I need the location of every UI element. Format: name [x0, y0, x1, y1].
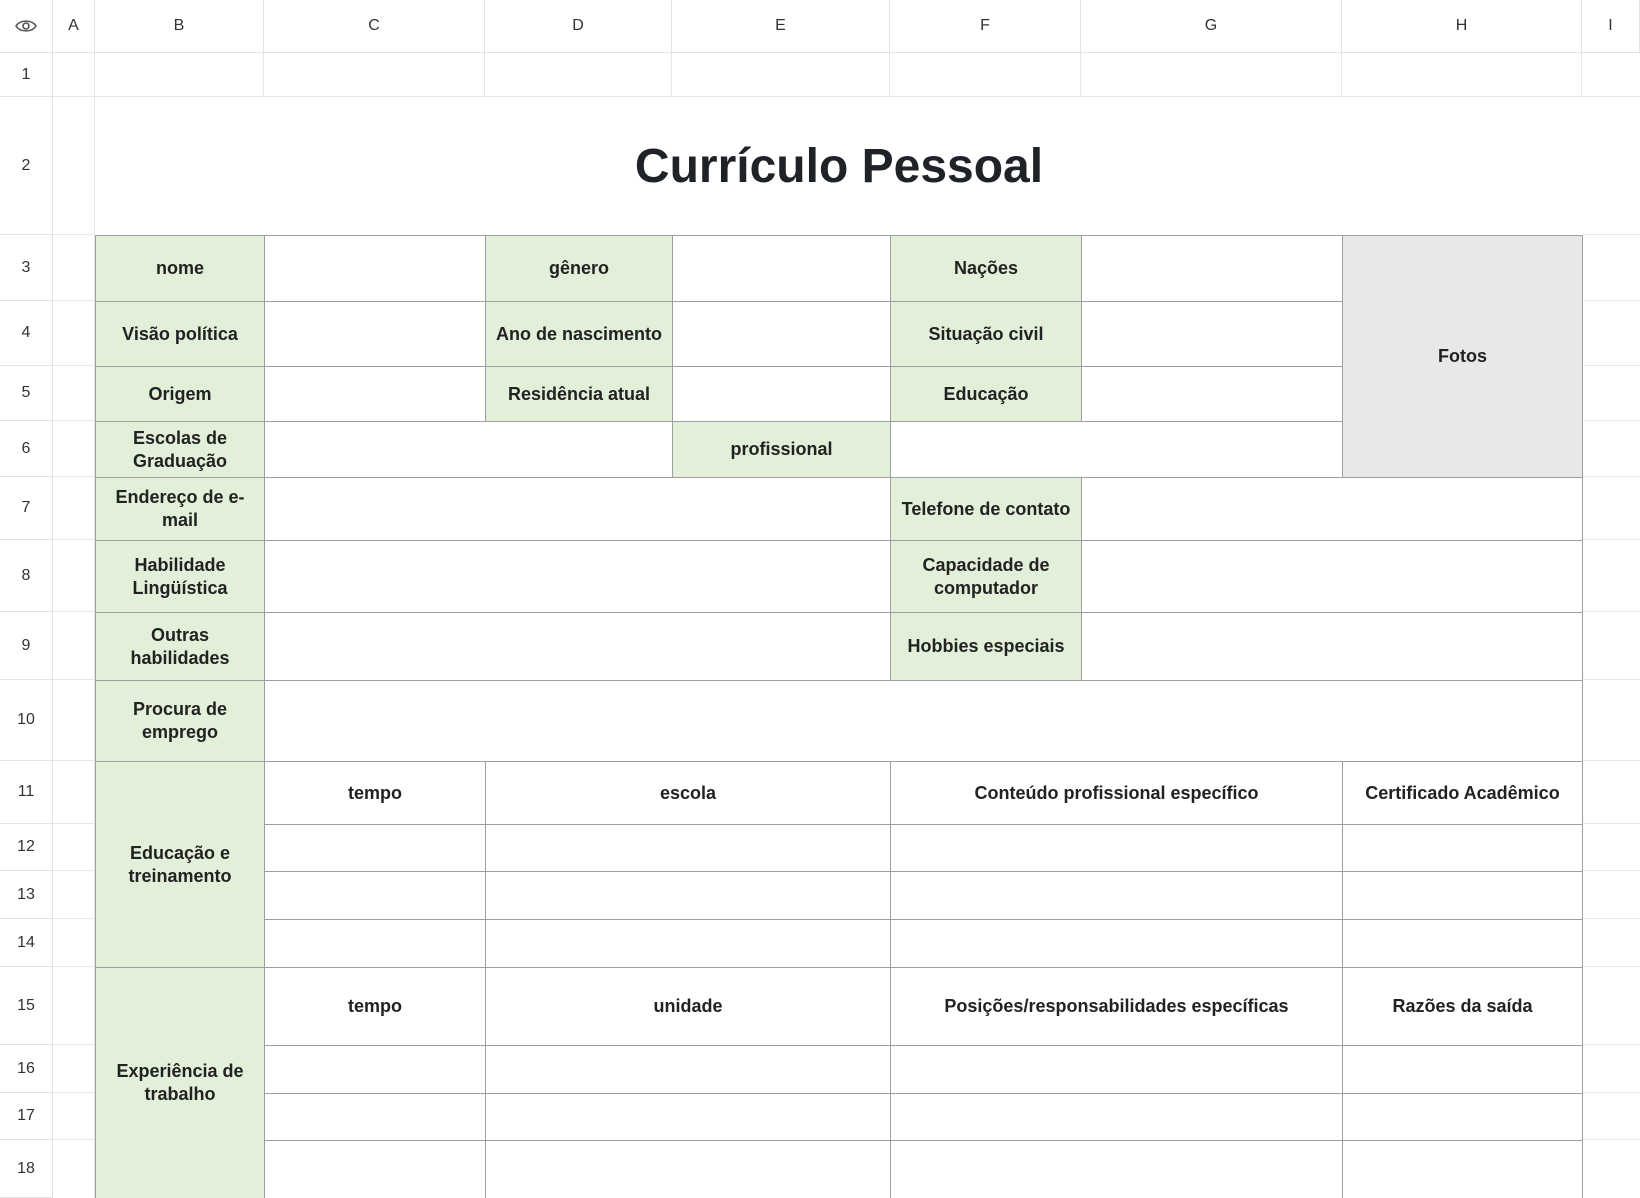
work-entry-cell[interactable]	[1342, 1140, 1583, 1198]
label-habilidade-linguistica[interactable]: Habilidade Lingüística	[95, 540, 265, 613]
label-outras-habilidades[interactable]: Outras habilidades	[95, 612, 265, 681]
input-nome[interactable]	[264, 235, 486, 302]
label-nacoes[interactable]: Nações	[890, 235, 1082, 302]
edu-header-certificado[interactable]: Certificado Acadêmico	[1342, 761, 1583, 825]
label-visao-politica[interactable]: Visão política	[95, 301, 265, 367]
column-header-e[interactable]: E	[672, 0, 890, 53]
edu-entry-cell[interactable]	[890, 824, 1343, 872]
input-origem[interactable]	[264, 366, 486, 422]
photo-placeholder[interactable]: Fotos	[1342, 235, 1583, 478]
edu-entry-cell[interactable]	[1342, 824, 1583, 872]
label-genero[interactable]: gênero	[485, 235, 673, 302]
edu-header-conteudo[interactable]: Conteúdo profissional específico	[890, 761, 1343, 825]
work-entry-cell[interactable]	[890, 1045, 1343, 1094]
eye-icon[interactable]	[15, 19, 37, 33]
edu-entry-cell[interactable]	[485, 919, 891, 968]
column-header-b[interactable]: B	[95, 0, 264, 53]
input-profissional[interactable]	[890, 421, 1343, 478]
row-header-14[interactable]: 14	[0, 919, 53, 967]
input-outras-habilidades[interactable]	[264, 612, 891, 681]
row-header-17[interactable]: 17	[0, 1093, 53, 1140]
edu-entry-cell[interactable]	[1342, 871, 1583, 920]
row-header-10[interactable]: 10	[0, 680, 53, 761]
input-residencia-atual[interactable]	[672, 366, 891, 422]
row-header-18[interactable]: 18	[0, 1140, 53, 1198]
column-header-i[interactable]: I	[1582, 0, 1640, 53]
label-experiencia-trabalho[interactable]: Experiência de trabalho	[95, 967, 265, 1198]
work-header-razoes[interactable]: Razões da saída	[1342, 967, 1583, 1046]
work-header-tempo[interactable]: tempo	[264, 967, 486, 1046]
input-escolas-graduacao[interactable]	[264, 421, 673, 478]
label-nome[interactable]: nome	[95, 235, 265, 302]
input-capacidade-computador[interactable]	[1081, 540, 1583, 613]
label-residencia-atual[interactable]: Residência atual	[485, 366, 673, 422]
label-educacao-treinamento[interactable]: Educação e treinamento	[95, 761, 265, 968]
input-email[interactable]	[264, 477, 891, 541]
input-hobbies[interactable]	[1081, 612, 1583, 681]
row-header-13[interactable]: 13	[0, 871, 53, 919]
label-capacidade-computador[interactable]: Capacidade de computador	[890, 540, 1082, 613]
input-situacao-civil[interactable]	[1081, 301, 1343, 367]
work-entry-cell[interactable]	[485, 1093, 891, 1141]
input-visao-politica[interactable]	[264, 301, 486, 367]
row-header-11[interactable]: 11	[0, 761, 53, 824]
work-header-unidade[interactable]: unidade	[485, 967, 891, 1046]
work-entry-cell[interactable]	[1342, 1093, 1583, 1141]
column-header-a[interactable]: A	[53, 0, 95, 53]
row-header-5[interactable]: 5	[0, 366, 53, 421]
column-header-d[interactable]: D	[485, 0, 672, 53]
edu-entry-cell[interactable]	[1342, 919, 1583, 968]
page-title: Currículo Pessoal	[95, 97, 1583, 236]
input-telefone[interactable]	[1081, 477, 1583, 541]
edu-entry-cell[interactable]	[264, 871, 486, 920]
edu-entry-cell[interactable]	[264, 824, 486, 872]
row-header-8[interactable]: 8	[0, 540, 53, 612]
label-procura-emprego[interactable]: Procura de emprego	[95, 680, 265, 762]
row-header-1[interactable]: 1	[0, 53, 53, 97]
row-header-16[interactable]: 16	[0, 1045, 53, 1093]
column-header-c[interactable]: C	[264, 0, 485, 53]
column-header-f[interactable]: F	[890, 0, 1081, 53]
column-header-g[interactable]: G	[1081, 0, 1342, 53]
input-genero[interactable]	[672, 235, 891, 302]
work-entry-cell[interactable]	[264, 1093, 486, 1141]
work-entry-cell[interactable]	[485, 1045, 891, 1094]
work-header-posicoes[interactable]: Posições/responsabilidades específicas	[890, 967, 1343, 1046]
row-header-4[interactable]: 4	[0, 301, 53, 366]
label-email[interactable]: Endereço de e-mail	[95, 477, 265, 541]
label-educacao[interactable]: Educação	[890, 366, 1082, 422]
edu-entry-cell[interactable]	[890, 871, 1343, 920]
label-hobbies[interactable]: Hobbies especiais	[890, 612, 1082, 681]
label-escolas-graduacao[interactable]: Escolas de Graduação	[95, 421, 265, 478]
row-header-12[interactable]: 12	[0, 824, 53, 871]
row-header-7[interactable]: 7	[0, 477, 53, 540]
input-ano-nascimento[interactable]	[672, 301, 891, 367]
edu-entry-cell[interactable]	[264, 919, 486, 968]
edu-entry-cell[interactable]	[890, 919, 1343, 968]
label-situacao-civil[interactable]: Situação civil	[890, 301, 1082, 367]
label-profissional[interactable]: profissional	[672, 421, 891, 478]
label-telefone[interactable]: Telefone de contato	[890, 477, 1082, 541]
input-habilidade-linguistica[interactable]	[264, 540, 891, 613]
work-entry-cell[interactable]	[890, 1140, 1343, 1198]
label-origem[interactable]: Origem	[95, 366, 265, 422]
row-header-9[interactable]: 9	[0, 612, 53, 680]
select-all-corner[interactable]	[0, 0, 53, 53]
work-entry-cell[interactable]	[890, 1093, 1343, 1141]
work-entry-cell[interactable]	[485, 1140, 891, 1198]
work-entry-cell[interactable]	[1342, 1045, 1583, 1094]
column-header-h[interactable]: H	[1342, 0, 1582, 53]
input-nacoes[interactable]	[1081, 235, 1343, 302]
row-header-2[interactable]: 2	[0, 97, 53, 235]
edu-header-tempo[interactable]: tempo	[264, 761, 486, 825]
work-entry-cell[interactable]	[264, 1140, 486, 1198]
edu-entry-cell[interactable]	[485, 824, 891, 872]
label-ano-nascimento[interactable]: Ano de nascimento	[485, 301, 673, 367]
row-header-6[interactable]: 6	[0, 421, 53, 477]
edu-header-escola[interactable]: escola	[485, 761, 891, 825]
work-entry-cell[interactable]	[264, 1045, 486, 1094]
row-header-3[interactable]: 3	[0, 235, 53, 301]
input-procura-emprego[interactable]	[264, 680, 1583, 762]
input-educacao[interactable]	[1081, 366, 1343, 422]
edu-entry-cell[interactable]	[485, 871, 891, 920]
row-header-15[interactable]: 15	[0, 967, 53, 1045]
